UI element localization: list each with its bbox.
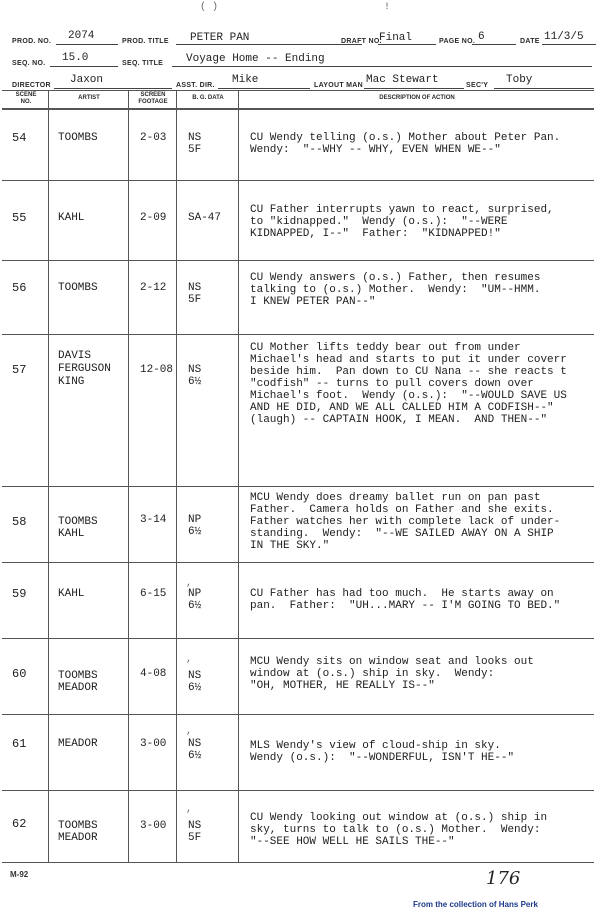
scene-number: 55	[12, 211, 27, 225]
footage-cell: 2-09	[140, 212, 167, 224]
seq-no-value: 15.0	[62, 52, 89, 64]
draft-no-label: DRAFT NO.	[341, 38, 382, 45]
bg-data-cell: NS 5F	[188, 820, 202, 844]
table-header-border	[2, 108, 594, 110]
prod-title-value: PETER PAN	[190, 32, 250, 44]
artist-cell: KAHL	[58, 212, 85, 224]
row-divider	[2, 790, 594, 791]
pencil-tick-mark: ,	[186, 804, 193, 815]
action-description: CU Mother lifts teddy bear out from under Michael's head and starts to put it under coverr beside him. Pan down to CU Nana -- she reacts t "codfish" -- turns to pull covers down over Michael's foot. Wendy (o.s.): "--WOULD SAVE US AND HE DID, AND WE ALL CALLED HIM A CODFISH--" (laugh) -- CAPTAIN HOOK, I MEAN. AND THEN--"	[250, 342, 567, 426]
artist-cell: MEADOR	[58, 738, 98, 750]
asst-dir-underline	[218, 88, 310, 89]
footage-column-divider	[176, 90, 177, 862]
handwritten-page-number: 176	[486, 868, 521, 889]
artist-cell: TOOMBS	[58, 132, 98, 144]
scene-number: 58	[12, 515, 27, 529]
footage-cell: 3-14	[140, 514, 167, 526]
scene-number: 59	[12, 587, 27, 601]
date-value: 11/3/5	[544, 31, 584, 43]
form-number: M-92	[10, 870, 29, 879]
action-description: MCU Wendy does dreamy ballet run on pan past Father. Camera holds on Father and she exits. Father watches her with complete lack of under- standing. Wendy: "--WE SAILED AWAY ON A SHIP IN THE SKY."	[250, 492, 561, 552]
secy-value: Toby	[506, 74, 533, 86]
bg-column-divider	[238, 90, 239, 862]
draft-no-underline	[378, 44, 436, 45]
seq-title-underline	[172, 66, 592, 67]
artist-cell: TOOMBS MEADOR	[58, 820, 98, 844]
scene-number: 60	[12, 667, 27, 681]
director-underline	[54, 88, 172, 89]
director-label: DIRECTOR	[12, 82, 51, 89]
layout-man-underline	[364, 88, 464, 89]
footage-cell: 12-08	[140, 364, 174, 376]
layout-man-label: LAYOUT MAN	[314, 82, 364, 89]
director-value: Jaxon	[70, 74, 104, 86]
asst-dir-value: Mike	[232, 74, 259, 86]
prod-title-label: PROD. TITLE	[122, 38, 169, 45]
row-divider	[2, 180, 594, 181]
col-artist-header: ARTIST	[78, 95, 100, 101]
prod-no-value: 2074	[68, 30, 95, 42]
date-underline	[542, 44, 596, 45]
row-divider	[2, 334, 594, 335]
bg-data-cell: NP 6½	[188, 588, 202, 612]
artist-cell: DAVIS FERGUSON KING	[58, 350, 111, 388]
prod-no-underline	[56, 44, 118, 45]
action-description: CU Father has had too much. He starts away on pan. Father: "UH...MARY -- I'M GOING TO BED."	[250, 588, 561, 612]
footage-cell: 2-03	[140, 132, 167, 144]
page-no-value: 6	[478, 31, 485, 43]
action-description: CU Father interrupts yawn to react, surprised, to "kidnapped." Wendy (o.s.): "--WERE KIDNAPPED, I--" Father: "KIDNAPPED!"	[250, 204, 554, 240]
seq-title-label: SEQ. TITLE	[122, 60, 164, 67]
footage-cell: 4-08	[140, 668, 167, 680]
artist-cell: TOOMBS	[58, 282, 98, 294]
collection-credit: From the collection of Hans Perk	[413, 900, 538, 909]
pencil-tick-mark: ,	[186, 578, 193, 589]
pencil-tick-mark: ,	[186, 654, 193, 665]
artist-column-divider	[128, 90, 129, 862]
col-desc-header: DESCRIPTION OF ACTION	[379, 95, 455, 101]
scene-number: 62	[12, 817, 27, 831]
pencil-tick-mark: !	[384, 2, 391, 13]
date-label: DATE	[520, 38, 540, 45]
table-bottom-border	[2, 862, 594, 863]
scene-number: 54	[12, 131, 27, 145]
footage-cell: 6-15	[140, 588, 167, 600]
artist-cell: TOOMBS KAHL	[58, 516, 98, 540]
secy-label: SEC'Y	[466, 82, 489, 89]
bg-data-cell: NS 5F	[188, 282, 202, 306]
bg-data-cell: NS 6½	[188, 364, 202, 388]
seq-title-value: Voyage Home -- Ending	[186, 53, 325, 65]
seq-no-label: SEQ. NO.	[12, 60, 46, 67]
row-divider	[2, 562, 594, 563]
scene-column-divider	[48, 90, 49, 862]
draft-no-value: Final	[379, 32, 413, 44]
pencil-tick-mark: ,	[186, 726, 193, 737]
action-description: MCU Wendy sits on window seat and looks out window at (o.s.) ship in sky. Wendy: "OH, MOTHER, HE REALLY IS--"	[250, 656, 534, 692]
col-bg-header: B. G. DATA	[192, 95, 224, 101]
artist-cell: KAHL	[58, 588, 85, 600]
pencil-tick-mark: ( )	[200, 2, 219, 13]
seq-no-underline	[50, 66, 118, 67]
action-description: MLS Wendy's view of cloud-ship in sky. Wendy (o.s.): "--WONDERFUL, ISN'T HE--"	[250, 740, 515, 764]
layout-man-value: Mac Stewart	[366, 74, 439, 86]
page-no-label: PAGE NO.	[439, 38, 476, 45]
bg-data-cell: SA-47	[188, 212, 222, 224]
bg-data-cell: NP 6½	[188, 514, 202, 538]
artist-cell: TOOMBS MEADOR	[58, 670, 98, 694]
action-description: CU Wendy answers (o.s.) Father, then resumes talking to (o.s.) Mother. Wendy: "UM--HMM. I KNEW PETER PAN--"	[250, 272, 541, 308]
footage-cell: 3-00	[140, 738, 167, 750]
action-description: CU Wendy telling (o.s.) Mother about Peter Pan. Wendy: "--WHY -- WHY, EVEN WHEN WE--"	[250, 132, 561, 156]
footage-cell: 3-00	[140, 820, 167, 832]
col-footage-header: SCREEN FOOTAGE	[138, 92, 168, 105]
bg-data-cell: NS 6½	[188, 670, 202, 694]
row-divider	[2, 638, 594, 639]
table-top-border	[2, 90, 594, 91]
prod-title-underline	[176, 44, 362, 45]
col-scene-header: SCENE NO.	[15, 92, 37, 105]
scene-number: 61	[12, 737, 27, 751]
page-no-underline	[472, 44, 516, 45]
footage-cell: 2-12	[140, 282, 167, 294]
row-divider	[2, 714, 594, 715]
row-divider	[2, 260, 594, 261]
prod-no-label: PROD. NO.	[12, 38, 52, 45]
action-description: CU Wendy looking out window at (o.s.) ship in sky, turns to talk to (o.s.) Mother. Wendy: "--SEE HOW WELL HE SAILS THE--"	[250, 812, 548, 848]
secy-underline	[494, 88, 594, 89]
scene-number: 57	[12, 363, 27, 377]
row-divider	[2, 486, 594, 487]
bg-data-cell: NS 6½	[188, 738, 202, 762]
bg-data-cell: NS 5F	[188, 132, 202, 156]
scene-number: 56	[12, 281, 27, 295]
asst-dir-label: ASST. DIR.	[176, 82, 215, 89]
